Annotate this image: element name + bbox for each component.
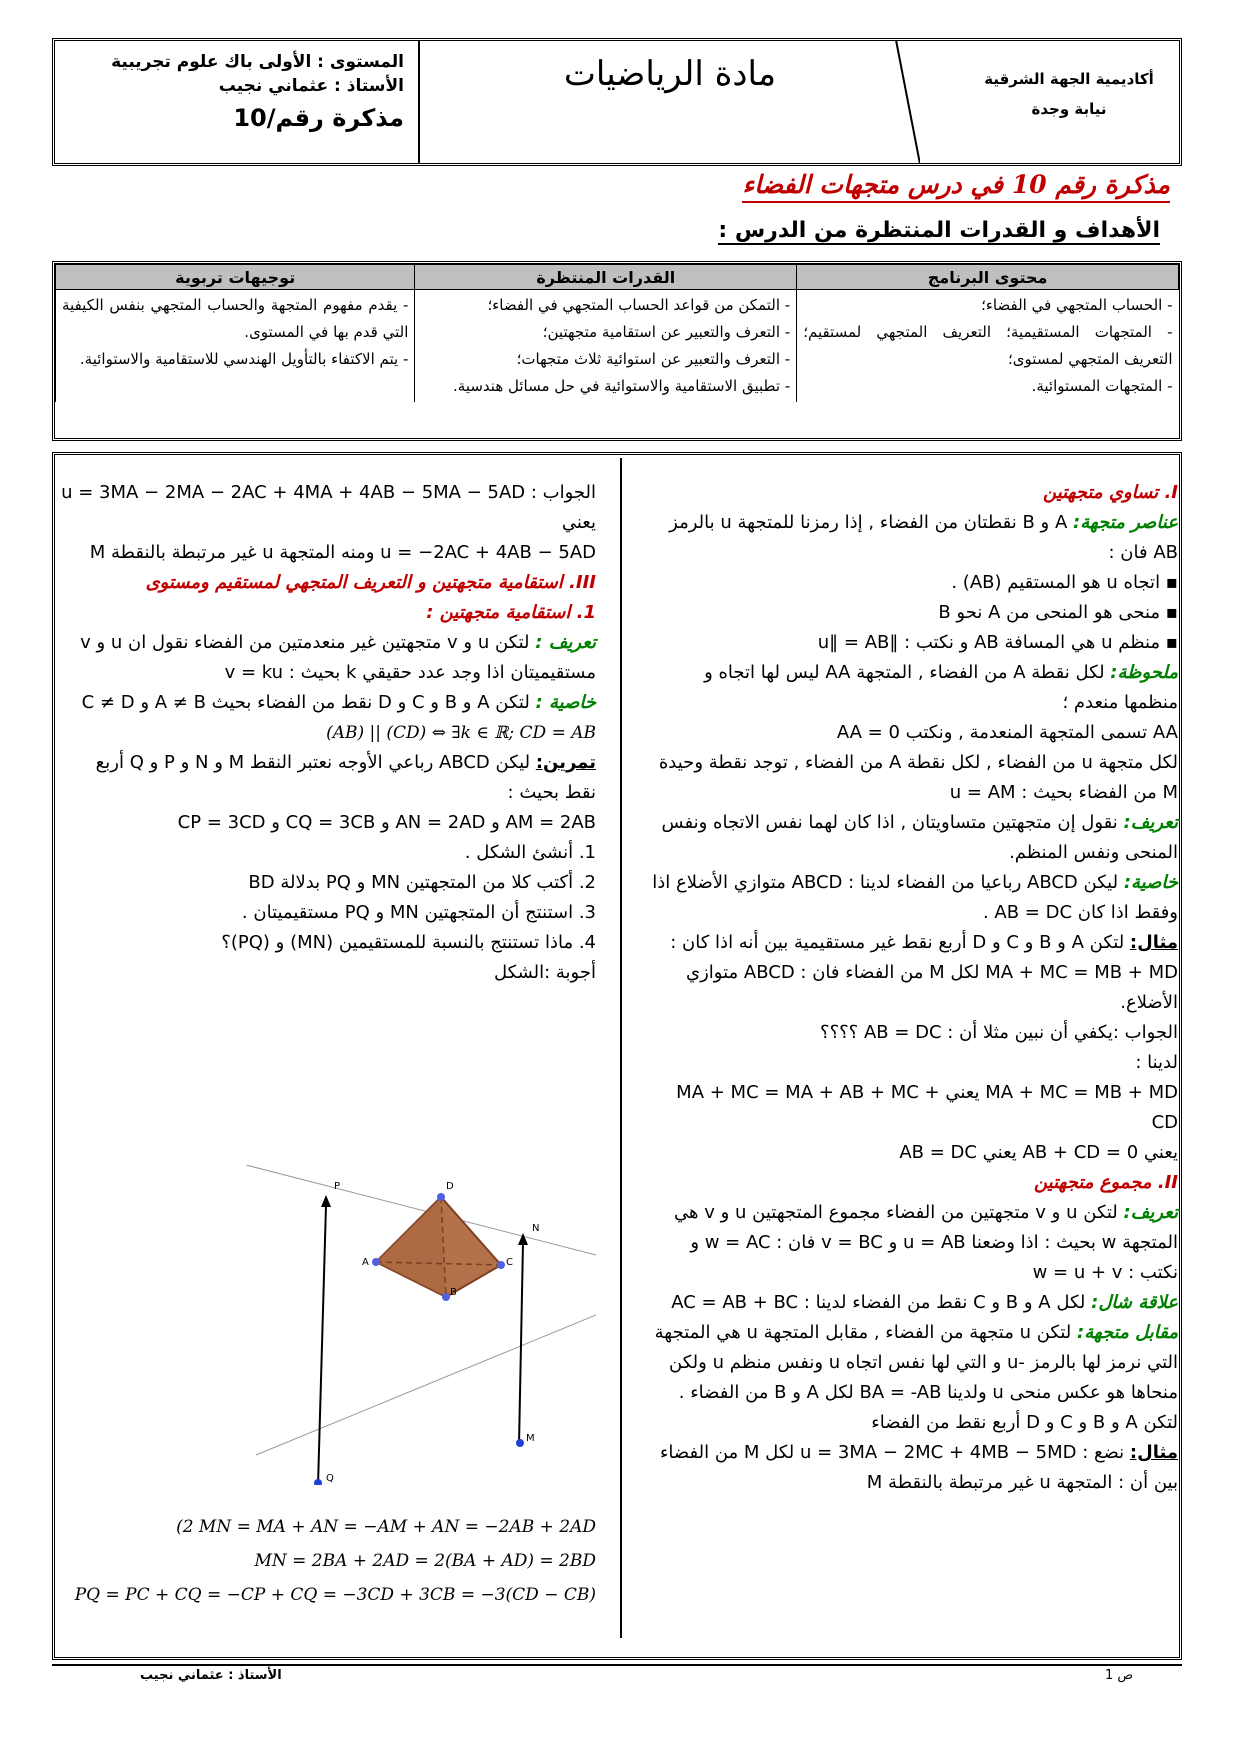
header-academy [960,40,1178,164]
text: A و B نقطتان من الفضاء , إذا رمزنا للمتجهة u بالرمز AB فان : [669,512,1178,563]
label: خاصية: [1123,872,1178,893]
section-title: II. مجموع متجهتين [1033,1172,1178,1193]
label-c: C [506,1257,513,1268]
goals-col-guidance [56,290,415,403]
subject-title: مادة الرياضيات [563,54,777,94]
text: الجواب :يكفي أن نبين مثلا أن : AB = DC ؟؟؟؟ [820,1022,1178,1043]
memo-number: مذكرة رقم/10 [233,104,404,132]
text: AM = 2AB و AN = 2AD و CQ = 3CB و CP = 3CD [177,812,596,833]
solution-line: (2 MN = MA + AN = −AM + AN = −2AB + 2AD [176,1517,596,1537]
label: خاصية : [535,692,596,713]
solution-line: MN = 2BA + 2AD = 2(BA + AD) = 2BD [254,1551,596,1571]
directorate: نيابة وجدة [1031,100,1107,118]
label-m: M [526,1433,535,1444]
goals-header: محتوى البرنامج [797,265,1179,290]
text: لتكن u متجهة من الفضاء , مقابل المتجهة u هي المتجهة التي نرمز لها بالرمز -u و التي لها نفس اتجاه u ونفس منظم u ولكن منحاها هو عكس منحى u ولدينا BA = -AB لكل A و B من الفضاء . [654,1322,1178,1403]
text: MA + MC = MB + MD يعني MA + MC = MA + AB + MC + CD [676,1082,1178,1133]
question: 2. أكتب كلا من المتجهتين MN و PQ بدلالة BD [248,872,596,893]
goals-table [52,261,1182,441]
left-column [60,478,596,988]
column-divider [620,458,622,1638]
goals-item: - المتجهات المستقيمية؛ التعريف المتجهي لمستقيم؛ التعريف المتجهي لمستوى؛ [803,323,1173,368]
label-n: N [532,1223,540,1234]
goals-item: - الحساب المتجهي في الفضاء؛ [981,296,1173,314]
section-title: III. استقامية متجهتين و التعريف المتجهي لمستقيم ومستوى [145,572,596,593]
goals-heading: الأهداف و القدرات المنتظرة من الدرس : [718,218,1160,243]
text: بين أن : المتجهة u غير مرتبطة بالنقطة M [866,1472,1178,1493]
header-subject-box [420,40,920,164]
label: تعريف: [1123,1202,1178,1223]
text: الجواب : u = 3MA − 2MA − 2AC + 4MA + 4AB − 5MA − 5AD يعني [61,482,596,533]
goals-item: - المتجهات المستوائية. [1031,377,1173,395]
text: u = −2AC + 4AB − 5AD ومنه المتجهة u غير مرتبطة بالنقطة M [89,542,596,563]
label-b: B [450,1287,457,1298]
text: AA تسمى المتجهة المنعدمة , ونكتب AA = 0 [836,722,1178,743]
teacher: الأستاذ : عثماني نجيب [218,76,404,96]
bullet: ▪ منظم u هي المسافة AB و نكتب : ‖u‖ = AB [648,628,1178,658]
label: تمرين: [535,752,596,773]
goals-header: القدرات المنتظرة [415,265,797,290]
label-q: Q [326,1473,334,1484]
question: 4. ماذا تستنتج بالنسبة للمستقيمين (MN) و (PQ)؟ [221,932,596,953]
text: ليكن ABCD رباعي الأوجه نعتبر النقط M و N و P و Q أربع نقط بحيث : [95,752,596,803]
goals-item: - التمكن من قواعد الحساب المتجهي في الفضاء؛ [487,296,791,314]
label: عناصر متجهة: [1073,512,1178,533]
label: مثال: [1129,932,1178,953]
text: نضع : u = 3MA − 2MC + 4MB − 5MD لكل M من الفضاء [659,1442,1125,1463]
tetrahedron-figure [246,1165,596,1485]
text: لتكن A و B و C و D أربع نقط غير مستقيمية بين أنه اذا كان : MA + MC = MB + MD لكل M من الفضاء فان : ABCD متوازي الأضلاع. [670,932,1178,1013]
text: ليكن ABCD رباعيا من الفضاء لدينا : ABCD متوازي الأضلاع اذا وفقط اذا كان AB = DC . [652,872,1178,923]
label-p: P [334,1181,341,1192]
section-title: I. تساوي متجهتين [1043,482,1178,503]
question: 1. أنشئ الشكل . [464,842,596,863]
text: لتكن u و v متجهتين غير منعدمتين من الفضاء نقول ان u و v مستقيميتان اذا وجد عدد حقيقي k بحيث : v = ku [80,632,596,683]
goals-item: - التعرف والتعبير عن استقامية متجهتين؛ [542,323,791,341]
text: لكل متجهة u من الفضاء , لكل نقطة A من الفضاء , توجد نقطة وحيدة M من الفضاء بحيث : u = AM [658,752,1178,803]
math: (AB) || (CD) ⇔ ∃k ∈ ℝ; CD = AB [326,723,596,743]
text: لكل نقطة A من الفضاء , المتجهة AA ليس لها اتجاه و منظمها منعدم ؛ [704,662,1178,713]
label-d: D [446,1181,454,1192]
goals-col-program [797,290,1179,403]
header-info [54,40,420,164]
label: تعريف: [1123,812,1178,833]
academy: أكاديمية الجهة الشرقية [984,70,1154,88]
text: يعني 0 = AB + CD يعني AB = DC [899,1142,1178,1163]
footer-line [52,1664,1182,1666]
text: لدينا : [1135,1052,1178,1073]
memo-heading: مذكرة رقم 10 في درس متجهات الفضاء [742,170,1170,203]
label: مقابل متجهة: [1077,1322,1178,1343]
goals-item: - التعرف والتعبير عن استوائية ثلاث متجهات؛ [516,350,791,368]
goals-item: - يتم الاكتفاء بالتأويل الهندسي للاستقامية والاستوائية. [79,350,409,368]
footer-teacher: الأستاذ : عثماني نجيب [140,1668,282,1683]
label: ملحوظة: [1110,662,1178,683]
subsection-title: 1. استقامية متجهتين : [426,602,596,623]
text: لتكن u و v متجهتين من الفضاء مجموع المتجهتين u و v هي المتجهة w بحيث : اذا وضعنا u = AB و v = BC فان : w = AC و نكتب : w = u + v [673,1202,1178,1283]
label-a: A [362,1257,369,1268]
right-column [648,478,1178,1498]
bullet: ▪ منحى هو المنحى من A نحو B [648,598,1178,628]
page-number: ص 1 [1105,1668,1134,1683]
label: تعريف : [535,632,596,653]
label: مثال: [1129,1442,1178,1463]
text: أجوبة :الشكل [494,962,596,983]
goals-item: - يقدم مفهوم المتجهة والحساب المتجهي بنفس الكيفية التي قدم بها في المستوى. [62,296,409,341]
question: 3. استنتج أن المتجهتين MN و PQ مستقيميتان . [241,902,596,923]
goals-item: - تطبيق الاستقامية والاستوائية في حل مسائل هندسية. [453,377,791,395]
header-slash [420,40,920,164]
text: نقول إن متجهتين متساويتان , اذا كان لهما نفس الاتجاه ونفس المنحى ونفس المنظم. [661,812,1178,863]
text: لتكن A و B و C و D نقط من الفضاء بحيث A ≠ B و C ≠ D [81,692,530,713]
level: المستوى : الأولى باك علوم تجريبية [111,52,404,72]
goals-col-abilities [415,290,797,403]
label: علاقة شال: [1091,1292,1178,1313]
goals-header: توجيهات تربوية [56,265,415,290]
text: لتكن A و B و C و D أربع نقط من الفضاء [871,1412,1178,1433]
solution-block [60,1510,596,1612]
solution-line: PQ = PC + CQ = −CP + CQ = −3CD + 3CB = −3(CD − CB) [74,1585,596,1605]
text: لكل A و B و C نقط من الفضاء لدينا : AC = AB + BC [671,1292,1086,1313]
bullet: ▪ اتجاه u هو المستقيم (AB) . [648,568,1178,598]
